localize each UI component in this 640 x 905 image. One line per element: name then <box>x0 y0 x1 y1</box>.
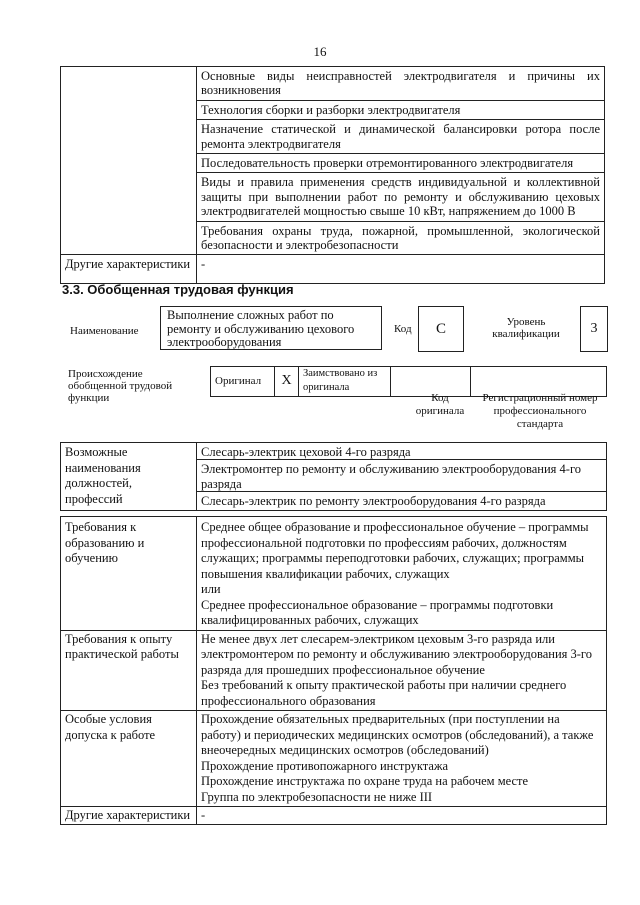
knowledge-item: Последовательность проверки отремонтированного электродвигателя <box>197 154 604 173</box>
education-or: или <box>201 582 221 596</box>
position-item: Электромонтер по ремонту и обслуживанию электрооборудования 4-го разряда <box>197 460 606 492</box>
knowledge-item: Виды и правила применения средств индивидуальной и коллективной защиты при выполнении работ по ремонту и обслуживанию цеховых электродвигателей мощностью свыше 10 кВт, напряжением до 1000 В <box>197 173 604 221</box>
name-label: Наименование <box>70 325 139 337</box>
code-label: Код <box>394 323 412 335</box>
admission-label: Особые условия допуска к работе <box>61 711 197 807</box>
code-caption: Код оригинала <box>415 392 465 417</box>
positions-items-cell <box>197 443 607 511</box>
other-characteristics-value: - <box>197 255 605 284</box>
education-text2: Среднее профессиональное образование – программы подготовки квалифицированных рабочих, служащих <box>201 597 554 627</box>
section-title: 3.3. Обобщенная трудовая функция <box>62 282 294 297</box>
level-label: Уровень квалификации <box>492 316 560 340</box>
education-text: Среднее общее образование и профессиональное обучение – программы профессиональной подготовки по профессиям рабочих, должностям служащих; программы переподготовки рабочих, служащих; программы повышения квалификации рабочих, служащих <box>201 520 589 581</box>
knowledge-item: Основные виды неисправностей электродвигателя и причины их возникновения <box>197 67 604 101</box>
original-label: Оригинал <box>211 367 275 397</box>
req-other-label: Другие характеристики <box>61 807 197 825</box>
name-value: Выполнение сложных работ по ремонту и обслуживанию цехового электрооборудования <box>167 308 355 349</box>
experience-label: Требования к опыту практической работы <box>61 630 197 711</box>
borrowed-label: Заимствовано из оригинала <box>299 367 391 397</box>
req-other-value: - <box>197 807 607 825</box>
experience-text: Не менее двух лет слесарем-электриком цеховым 3-го разряда или электромонтером по ремонту и обслуживанию электрооборудования 3-го разряда для прошедших профессиональное обучение <box>201 631 592 677</box>
positions-table <box>60 442 607 511</box>
reg-caption: Регистрационный номер профессионального стандарта <box>482 392 598 430</box>
experience-cell <box>197 630 607 711</box>
admission-cell <box>197 711 607 807</box>
education-label: Требования к образованию и обучению <box>61 517 197 631</box>
position-item: Слесарь-электрик по ремонту электрооборудования 4-го разряда <box>201 494 546 509</box>
knowledge-table <box>60 66 605 284</box>
knowledge-item: Назначение статической и динамической балансировки ротора после ремонта электродвигателя <box>197 120 604 154</box>
position-item: Слесарь-электрик цеховой 4-го разряда <box>197 443 606 460</box>
knowledge-item: Требования охраны труда, пожарной, промышленной, экологической безопасности и электробезопасности <box>201 223 600 253</box>
origin-label: Происхождение обобщенной трудовой функции <box>68 368 173 404</box>
other-characteristics-label: Другие характеристики <box>61 255 197 284</box>
education-cell <box>197 517 607 631</box>
knowledge-item: Технология сборки и разборки электродвигателя <box>197 101 604 120</box>
original-mark: X <box>275 367 299 397</box>
code-value: C <box>435 321 446 337</box>
admission-item: Прохождение инструктажа по охране труда на рабочем месте <box>201 774 529 788</box>
name-box <box>160 306 382 350</box>
level-value: 3 <box>590 321 598 336</box>
positions-label: Возможные наименования должностей, профессий <box>61 443 197 511</box>
requirements-table <box>60 516 607 825</box>
page-number: 16 <box>313 44 327 59</box>
admission-item: Прохождение обязательных предварительных (при поступлении на работу) и периодических медицинских осмотров (обследований), а также внеочередных медицинских осмотров (обследований) <box>201 712 594 757</box>
knowledge-items-cell <box>197 67 605 255</box>
code-box <box>418 306 464 352</box>
admission-item: Группа по электробезопасности не ниже III <box>201 789 433 804</box>
level-box <box>580 306 608 352</box>
admission-item: Прохождение противопожарного инструктажа <box>201 758 449 773</box>
knowledge-label-cell <box>61 67 197 255</box>
experience-text2: Без требований к опыту практической работы при наличии среднего профессионального образования <box>201 678 567 708</box>
